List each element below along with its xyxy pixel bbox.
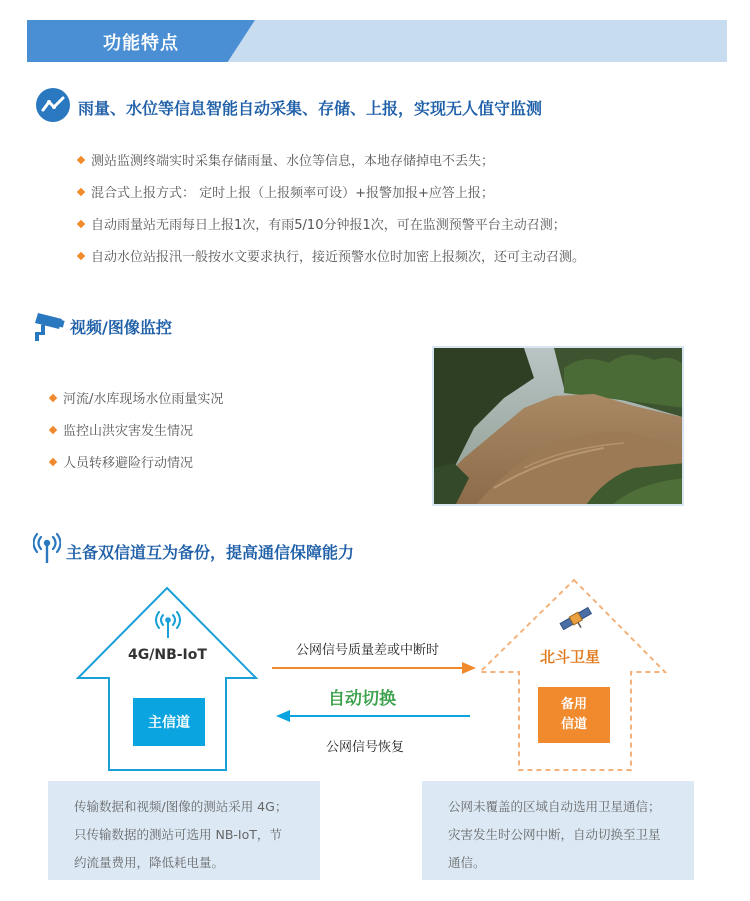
list-item: 自动雨量站无雨每日上报1次，有雨5/10分钟报1次，可在监测预警平台主动召测； (78, 214, 566, 233)
auto-switch-label: 自动切换 (328, 689, 396, 709)
backup-channel-note: 公网未覆盖的区域自动选用卫星通信； 灾害发生时公网中断，自动切换至卫星 通信。 (422, 781, 694, 880)
recovery-arrow-head (276, 710, 290, 722)
backup-channel-box: 备用 信道 (538, 687, 610, 743)
recovery-condition-label: 公网信号恢复 (326, 740, 405, 755)
section2-title: 视频/图像监控 (70, 318, 172, 337)
cell-antenna-icon (155, 611, 181, 643)
failover-arrow-head (462, 662, 476, 674)
list-item: 混合式上报方式： 定时上报（上报频率可设）+报警加报+应答上报； (78, 182, 494, 201)
failover-condition-label: 公网信号质量差或中断时 (296, 643, 440, 658)
main-channel-box: 主信道 (133, 698, 205, 746)
list-item: 人员转移避险行动情况 (50, 452, 193, 471)
main-channel-note: 传输数据和视频/图像的测站采用 4G； 只传输数据的测站可选用 NB-IoT，节 约流量费用，降低耗电量。 (48, 781, 320, 880)
backup-network-label: 北斗卫星 (540, 648, 601, 666)
list-item: 监控山洪灾害发生情况 (50, 420, 193, 439)
main-network-label: 4G/NB-IoT (128, 647, 207, 663)
section3-title: 主备双信道互为备份，提高通信保障能力 (66, 543, 355, 562)
list-item: 自动水位站报汛一般按水文要求执行，接近预警水位时加密上报频次，还可主动召测。 (78, 246, 585, 265)
list-item: 河流/水库现场水位雨量实况 (50, 388, 223, 407)
banner-title: 功能特点 (103, 33, 179, 54)
section1-title: 雨量、水位等信息智能自动采集、存储、上报，实现无人值守监测 (78, 99, 543, 118)
list-item: 测站监测终端实时采集存储雨量、水位等信息，本地存储掉电不丢失； (78, 150, 494, 169)
satellite-icon (558, 604, 594, 638)
